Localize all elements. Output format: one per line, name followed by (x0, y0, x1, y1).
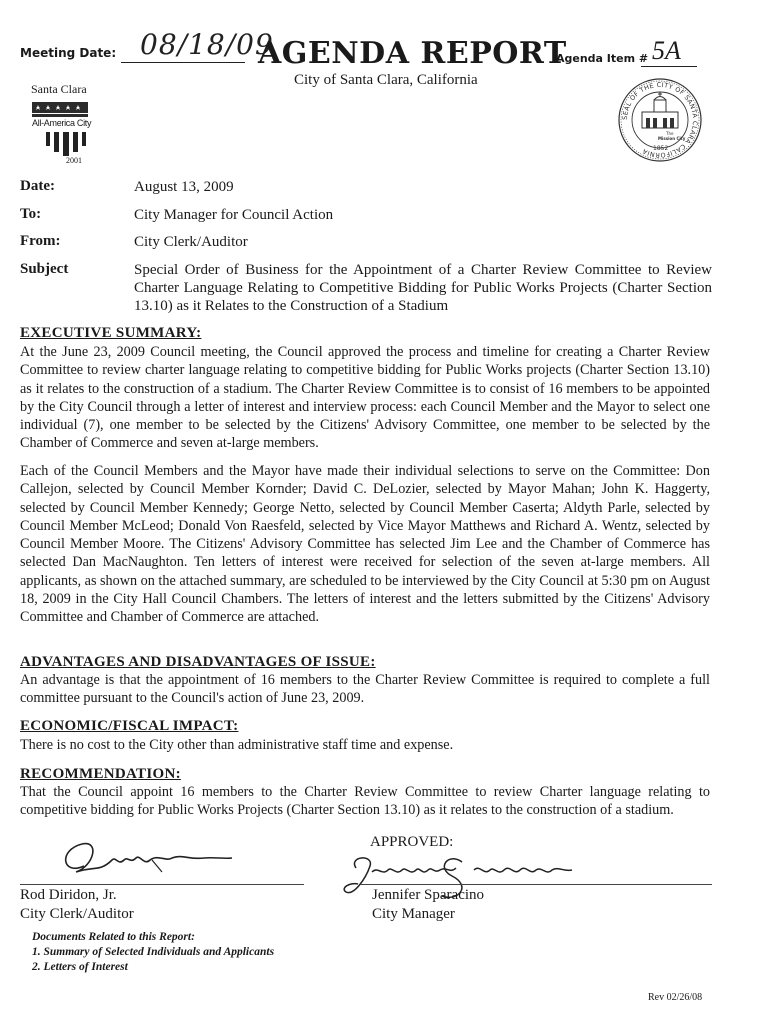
to-value: City Manager for Council Action (134, 207, 334, 223)
advantages-paragraph: An advantage is that the appointment of 16 members to the Charter Review Committee is required to complete a full committee pursuant to the Council's action of June 23, 2009. (20, 672, 710, 707)
logo-city-name: Santa Clara (31, 82, 87, 96)
executive-summary-paragraph-2: Each of the Council Members and the Mayor have made their individual selections to serve on the Committee: Don Callejon, selected by Council Member Kornder; David C. DeLozier, selected by Mayor Mahan; John K. Haggerty, selected by Council Member Kennedy; George Netto, selected by Council Member Caserta; Aldyth Parle, selected by Council Member McLeod; Donald Von Raesfeld, selected by Vice Mayor Matthews and Richard A. Wentz, selected by Council Member Moore. The Citizens' Advisory Committee has selected Jim Lee and the Chamber of Commerce has selected Dan MacNaughton. Ten letters of interest were received for selection of the seven at-large members. All applicants, as shown on the attached summary, are scheduled to be interviewed by the City Council at 5:30 pm on August 18, 2009 in the City Hall Council Chambers. The letters of interest and the letters submitted by the Citizens' Advisory Committee and Chamber of Commerce are attached. (20, 463, 710, 626)
fiscal-impact-heading: ECONOMIC/FISCAL IMPACT: (20, 718, 239, 734)
agenda-item-value: 5A (652, 36, 681, 65)
approved-label: APPROVED: (370, 834, 454, 850)
seal-inner-text-1: The (666, 131, 674, 136)
related-documents-heading: Documents Related to this Report: (32, 931, 195, 943)
fiscal-impact-paragraph: There is no cost to the City other than administrative staff time and expense. (20, 737, 454, 753)
advantages-heading: ADVANTAGES AND DISADVANTAGES OF ISSUE: (20, 654, 376, 670)
recommendation-heading: RECOMMENDATION: (20, 766, 181, 782)
signer-left-name: Rod Diridon, Jr. (20, 887, 117, 903)
logo-flag (32, 102, 88, 117)
meeting-date-value: 08/18/09 (140, 28, 274, 61)
seal-year: 1852 (653, 145, 669, 152)
executive-summary-heading: EXECUTIVE SUMMARY: (20, 325, 202, 341)
date-value: August 13, 2009 (134, 179, 234, 195)
seal-inner-text-2: Mission City (658, 136, 686, 141)
seal-ring-text: SEAL OF THE CITY OF SANTA CLARA CALIFORNIA (620, 80, 700, 160)
agenda-item-line (641, 66, 697, 67)
logo-award-text: All-America City (32, 118, 92, 128)
signer-right (372, 886, 484, 924)
report-subtitle: City of Santa Clara, California (294, 72, 478, 88)
subject-label: Subject (20, 261, 69, 277)
related-documents (32, 930, 274, 975)
signature-rod-diridon (54, 836, 244, 891)
from-value: City Clerk/Auditor (134, 234, 248, 250)
date-label: Date: (20, 178, 55, 194)
agenda-item-label: Agenda Item # (556, 52, 649, 65)
signer-left (20, 886, 134, 924)
signer-left-title: City Clerk/Auditor (20, 906, 134, 922)
from-label: From: (20, 233, 61, 249)
logo-year: 2001 (66, 156, 82, 165)
all-america-city-logo (28, 82, 118, 170)
signature-line-left (20, 884, 304, 885)
recommendation-paragraph: That the Council appoint 16 members to the Charter Review Committee to review Charter language relating to competitive bidding for Public Works Projects (Charter Section 13.10) as it relates to the construction of a stadium. (20, 784, 710, 819)
signer-right-title: City Manager (372, 906, 455, 922)
city-seal (618, 78, 702, 162)
meeting-date-label: Meeting Date: (20, 46, 117, 60)
revision-footer: Rev 02/26/08 (648, 992, 703, 1003)
meeting-date-line (121, 62, 245, 63)
related-document-item: 1. Summary of Selected Individuals and Applicants (32, 946, 275, 958)
related-document-item: 2. Letters of Interest (32, 961, 128, 973)
executive-summary-paragraph-1: At the June 23, 2009 Council meeting, the Council approved the process and timeline for creating a Charter Review Committee to review charter language relating to competitive bidding for Public Works projects (Charter Section 13.10) as it relates to the construction of a stadium. The Charter Review Committee is to consist of 16 members to be appointed by the City Council through a letter of interest and interview process: each Council Member and the Mayor to select one individual (7), one member to be selected by the Citizens' Advisory Committee, one member to be selected by the Chamber of Commerce and seven at-large members. (20, 344, 710, 452)
to-label: To: (20, 206, 42, 222)
subject-value: Special Order of Business for the Appointment of a Charter Review Committee to Review Charter Language Relating to Competitive Bidding for Public Works Projects (Charter Section 13.10) as it Relates to the Construction of a Stadium (134, 262, 712, 314)
signature-line-right (360, 884, 712, 885)
signer-right-name: Jennifer Sparacino (372, 887, 485, 903)
report-title: AGENDA REPORT (258, 36, 567, 71)
